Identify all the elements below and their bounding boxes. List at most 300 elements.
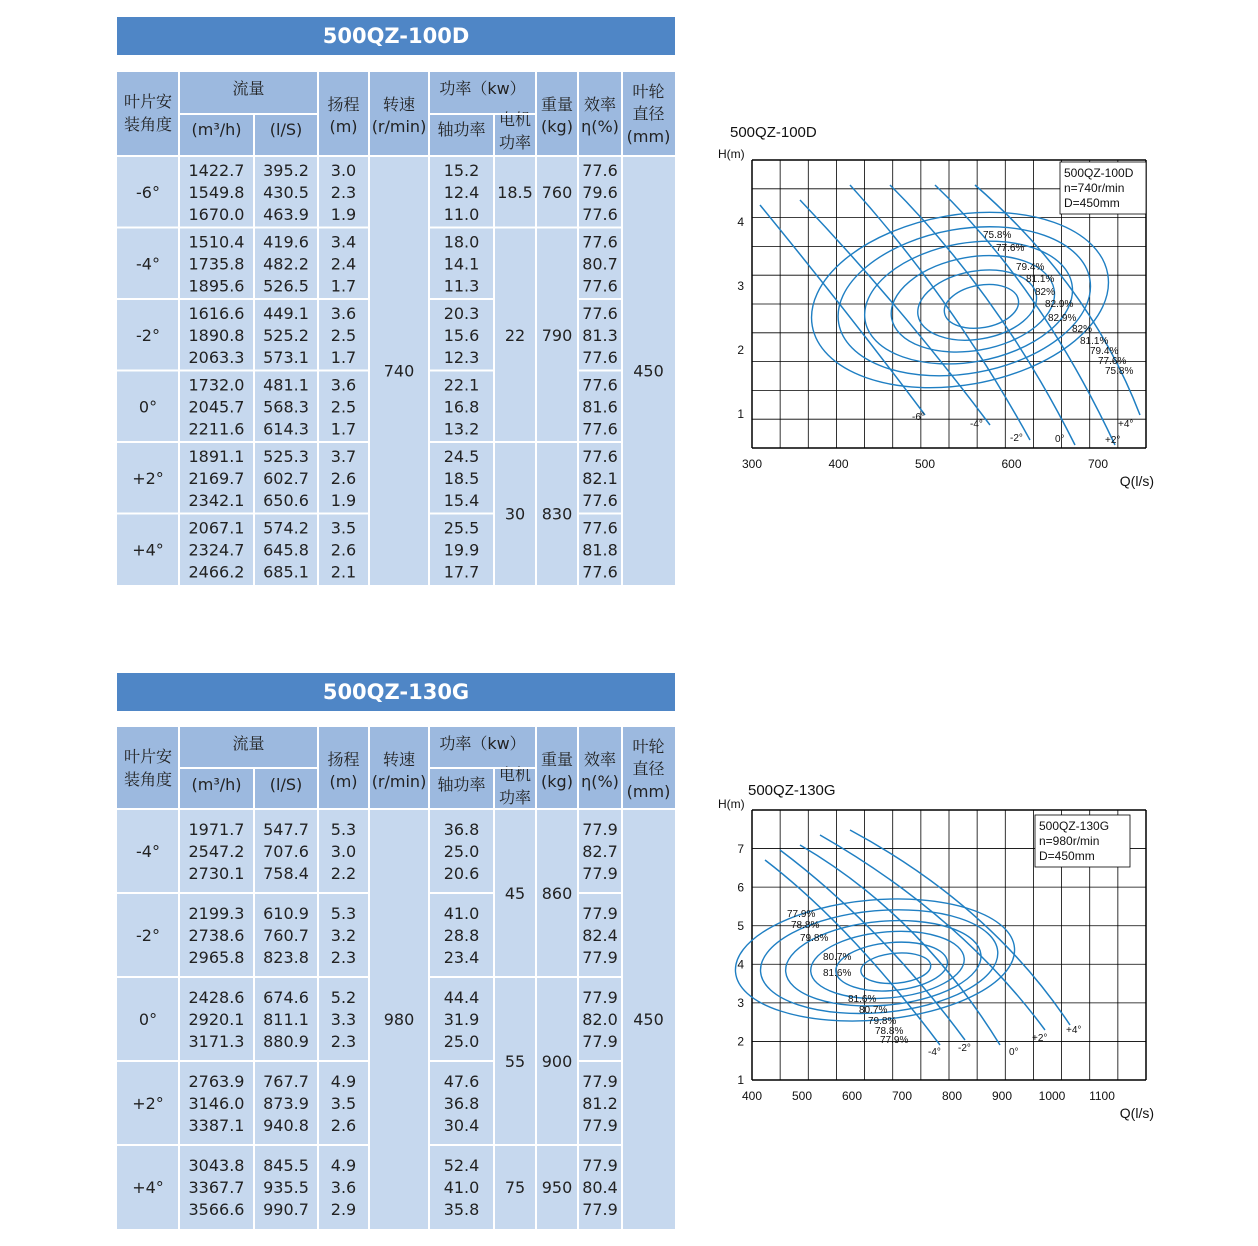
header-speed: 转速 — [382, 95, 416, 114]
y-tick-label: 3 — [737, 996, 744, 1010]
efficiency-label: 79.4% — [1090, 346, 1119, 357]
cell-weight: 950 — [541, 1178, 573, 1197]
cell-efficiency: 82.4 — [582, 926, 618, 945]
efficiency-label: 80.7% — [859, 1005, 888, 1016]
cell-flow-ls: 526.5 — [263, 276, 309, 296]
cell-flow-m3h: 2920.1 — [188, 1010, 245, 1029]
cell-efficiency: 79.6 — [582, 182, 618, 202]
cell-efficiency: 77.6 — [582, 419, 618, 439]
row-angle: -2° — [136, 325, 160, 345]
cell-flow-m3h: 3367.7 — [188, 1178, 245, 1197]
cell-flow-ls: 873.9 — [263, 1094, 309, 1113]
y-tick-label: 3 — [737, 279, 744, 293]
cell-flow-m3h: 3566.6 — [188, 1200, 245, 1219]
cell-shaft-power: 23.4 — [443, 948, 480, 967]
cell-shaft-power: 20.6 — [443, 864, 480, 883]
cell-flow-m3h: 3171.3 — [188, 1032, 245, 1051]
row-angle: +4° — [132, 1178, 164, 1197]
row-angle: -4° — [136, 842, 160, 861]
cell-flow-m3h: 2738.6 — [188, 926, 245, 945]
cell-flow-m3h: 2211.6 — [188, 419, 245, 439]
header-shaft-power: 轴功率 — [437, 120, 486, 139]
row-angle: +2° — [132, 468, 164, 488]
header-efficiency: η(%) — [581, 117, 619, 136]
cell-efficiency: 77.9 — [582, 1200, 618, 1219]
cell-head: 3.5 — [330, 518, 357, 538]
header-weight: 重量 — [540, 95, 574, 114]
header-efficiency: 效率 — [583, 95, 617, 114]
cell-head: 3.0 — [330, 842, 357, 861]
cell-flow-m3h: 1510.4 — [188, 232, 245, 252]
header-motor-power: 电机 — [498, 765, 532, 784]
x-axis-label: Q(l/s) — [1119, 473, 1154, 489]
y-tick-label: 7 — [737, 842, 744, 856]
header-efficiency: η(%) — [581, 772, 619, 791]
cell-flow-m3h: 2045.7 — [188, 397, 245, 417]
header-speed: (r/min) — [371, 117, 427, 136]
header-head: (m) — [329, 772, 358, 791]
cell-shaft-power: 36.8 — [443, 1094, 480, 1113]
cell-shaft-power: 44.4 — [443, 988, 480, 1007]
legend-line: 500QZ-130G — [1039, 819, 1110, 833]
cell-efficiency: 81.6 — [582, 397, 618, 417]
legend-line: n=740r/min — [1064, 181, 1125, 195]
cell-efficiency: 80.7 — [582, 254, 618, 274]
y-tick-label: 5 — [737, 919, 744, 933]
efficiency-label: 79.8% — [800, 933, 829, 944]
spec-table-100d — [117, 72, 675, 585]
angle-label: 0° — [1055, 434, 1065, 445]
header-power: 功率（kw） — [439, 734, 526, 753]
cell-flow-ls: 449.1 — [263, 303, 309, 323]
efficiency-label: 82.9% — [1048, 313, 1077, 324]
cell-efficiency: 77.6 — [582, 204, 618, 224]
cell-head: 5.2 — [330, 988, 357, 1007]
cell-efficiency: 77.6 — [582, 232, 618, 252]
cell-head: 3.7 — [330, 446, 357, 466]
cell-motor-power: 45 — [504, 884, 526, 903]
efficiency-label: 81.1% — [1026, 274, 1055, 285]
efficiency-label: 82.9% — [1045, 299, 1074, 310]
cell-flow-m3h: 2466.2 — [188, 562, 245, 582]
cell-shaft-power: 22.1 — [443, 375, 480, 395]
x-axis-label: Q(l/s) — [1119, 1105, 1154, 1121]
x-tick-label: 700 — [891, 1089, 913, 1103]
cell-flow-ls: 650.6 — [263, 490, 309, 510]
spec-table-130g — [117, 727, 675, 1229]
cell-shaft-power: 25.0 — [443, 842, 480, 861]
cell-flow-ls: 574.2 — [263, 518, 309, 538]
cell-weight: 760 — [541, 182, 573, 202]
cell-flow-m3h: 3043.8 — [188, 1156, 245, 1175]
x-tick-label: 400 — [828, 457, 849, 471]
cell-weight: 900 — [541, 1052, 573, 1071]
header-angle: 装角度 — [123, 115, 173, 134]
cell-flow-ls: 463.9 — [263, 204, 309, 224]
cell-flow-ls: 935.5 — [263, 1178, 309, 1197]
cell-shaft-power: 12.3 — [443, 347, 480, 367]
x-tick-label: 800 — [941, 1089, 963, 1103]
cell-flow-ls: 990.7 — [263, 1200, 309, 1219]
legend-line: D=450mm — [1064, 196, 1120, 210]
cell-efficiency: 81.2 — [582, 1094, 618, 1113]
y-tick-label: 6 — [737, 880, 744, 895]
cell-flow-m3h: 2730.1 — [188, 864, 245, 883]
cell-head: 3.0 — [330, 160, 357, 180]
cell-efficiency: 77.6 — [582, 375, 618, 395]
efficiency-label: 82% — [1072, 324, 1093, 335]
header-impeller: 直径 — [632, 759, 665, 778]
angle-label: +4° — [1066, 1025, 1082, 1036]
header-angle: 叶片安 — [123, 92, 173, 111]
header-speed: 转速 — [382, 750, 416, 769]
cell-flow-ls: 758.4 — [263, 864, 309, 883]
cell-flow-m3h: 1616.6 — [188, 303, 245, 323]
cell-motor-power: 75 — [504, 1178, 526, 1197]
cell-flow-m3h: 2067.1 — [188, 518, 245, 538]
cell-flow-ls: 602.7 — [263, 468, 309, 488]
cell-head: 3.2 — [330, 926, 357, 945]
cell-efficiency: 82.7 — [582, 842, 618, 861]
cell-efficiency: 77.6 — [582, 490, 618, 510]
cell-efficiency: 77.6 — [582, 562, 618, 582]
angle-label: -2° — [958, 1043, 971, 1054]
spec-table-grid — [117, 72, 675, 585]
cell-head: 2.3 — [330, 1032, 357, 1051]
angle-label: -2° — [1010, 433, 1023, 444]
cell-head: 2.6 — [330, 468, 357, 488]
cell-shaft-power: 13.2 — [443, 419, 480, 439]
cell-efficiency: 77.9 — [582, 948, 618, 967]
cell-weight: 830 — [541, 504, 573, 524]
efficiency-label: 77.9% — [787, 909, 816, 920]
cell-efficiency: 80.4 — [582, 1178, 618, 1197]
header-impeller: (mm) — [626, 782, 671, 801]
header-efficiency: 效率 — [583, 750, 617, 769]
efficiency-label: 81.1% — [1080, 336, 1109, 347]
cell-flow-ls: 760.7 — [263, 926, 309, 945]
efficiency-label: 75.8% — [983, 230, 1012, 241]
header-impeller: 叶轮 — [632, 82, 665, 101]
x-tick-label: 500 — [914, 457, 936, 471]
header-angle: 装角度 — [123, 770, 173, 789]
table-title-130g: 500QZ-130G — [117, 673, 675, 711]
blade-angle-curve — [935, 185, 1115, 445]
cell-motor-power: 22 — [504, 325, 526, 345]
efficiency-label: 82% — [1035, 287, 1056, 298]
cell-shaft-power: 24.5 — [443, 446, 480, 466]
efficiency-label: 77.6% — [1098, 356, 1127, 367]
angle-label: +2° — [1032, 1033, 1048, 1044]
cell-flow-ls: 614.3 — [263, 419, 309, 439]
cell-efficiency: 77.9 — [582, 1156, 618, 1175]
y-tick-label: 1 — [737, 407, 744, 421]
x-tick-label: 700 — [1087, 457, 1109, 471]
cell-head: 2.9 — [330, 1200, 357, 1219]
row-angle: -2° — [136, 926, 160, 945]
cell-head: 5.3 — [330, 904, 357, 923]
x-tick-label: 1000 — [1038, 1089, 1066, 1103]
header-flow-ls: (l/S) — [269, 120, 303, 139]
cell-shaft-power: 30.4 — [443, 1116, 480, 1135]
cell-shaft-power: 18.0 — [443, 232, 480, 252]
cell-weight: 860 — [541, 884, 573, 903]
cell-flow-m3h: 2324.7 — [188, 540, 245, 560]
cell-flow-m3h: 2063.3 — [188, 347, 245, 367]
cell-head: 2.5 — [330, 325, 357, 345]
cell-head: 3.4 — [330, 232, 357, 252]
efficiency-curve — [834, 938, 950, 996]
header-impeller: (mm) — [626, 127, 671, 146]
cell-flow-m3h: 1890.8 — [188, 325, 245, 345]
cell-flow-m3h: 2965.8 — [188, 948, 245, 967]
cell-head: 2.4 — [330, 254, 357, 274]
header-weight: (kg) — [541, 117, 573, 136]
efficiency-label: 81.6% — [823, 968, 852, 979]
x-tick-label: 600 — [1001, 457, 1022, 471]
cell-head: 2.2 — [330, 864, 357, 883]
cell-efficiency: 77.6 — [582, 276, 618, 296]
cell-head: 5.3 — [330, 820, 357, 839]
cell-flow-ls: 811.1 — [263, 1010, 309, 1029]
efficiency-label: 78.8% — [875, 1026, 904, 1037]
cell-shaft-power: 15.4 — [443, 490, 480, 510]
cell-flow-ls: 568.3 — [263, 397, 309, 417]
header-weight: (kg) — [541, 772, 573, 791]
cell-flow-m3h: 1891.1 — [188, 446, 245, 466]
header-impeller: 叶轮 — [632, 737, 665, 756]
cell-shaft-power: 25.5 — [443, 518, 480, 538]
cell-shaft-power: 15.2 — [443, 160, 480, 180]
cell-shaft-power: 52.4 — [443, 1156, 480, 1175]
cell-motor-power: 55 — [504, 1052, 526, 1071]
cell-motor-power: 30 — [504, 504, 526, 524]
row-angle: +4° — [132, 540, 164, 560]
cell-shaft-power: 41.0 — [443, 904, 480, 923]
cell-efficiency: 77.9 — [582, 904, 618, 923]
angle-label: -6° — [912, 412, 925, 423]
performance-chart-100d — [700, 115, 1180, 499]
cell-shaft-power: 18.5 — [443, 468, 480, 488]
row-angle: -6° — [136, 182, 160, 202]
blade-angle-curve — [850, 185, 1030, 440]
header-speed: (r/min) — [371, 772, 427, 791]
chart-title: 500QZ-100D — [730, 124, 817, 141]
cell-flow-m3h: 3387.1 — [188, 1116, 245, 1135]
cell-shaft-power: 35.8 — [443, 1200, 480, 1219]
cell-flow-ls: 525.2 — [263, 325, 309, 345]
cell-shaft-power: 15.6 — [443, 325, 480, 345]
row-angle: +2° — [132, 1094, 164, 1113]
cell-flow-ls: 685.1 — [263, 562, 309, 582]
cell-flow-ls: 940.8 — [263, 1116, 309, 1135]
cell-shaft-power: 11.0 — [443, 204, 480, 224]
cell-shaft-power: 14.1 — [443, 254, 480, 274]
cell-flow-m3h: 1549.8 — [188, 182, 245, 202]
angle-label: +4° — [1118, 419, 1134, 430]
header-weight: 重量 — [540, 750, 574, 769]
x-tick-label: 1100 — [1089, 1089, 1115, 1103]
cell-flow-m3h: 2428.6 — [188, 988, 245, 1007]
y-tick-label: 4 — [737, 957, 744, 972]
cell-shaft-power: 25.0 — [443, 1032, 480, 1051]
cell-shaft-power: 17.7 — [443, 562, 480, 582]
cell-shaft-power: 41.0 — [443, 1178, 480, 1197]
header-motor-power: 电机 — [498, 110, 532, 129]
cell-flow-m3h: 2547.2 — [188, 842, 245, 861]
angle-label: -4° — [970, 419, 983, 430]
cell-flow-ls: 767.7 — [263, 1072, 309, 1091]
angle-label: 0° — [1009, 1047, 1019, 1058]
y-axis-label: H(m) — [718, 147, 745, 161]
header-head: (m) — [329, 117, 358, 136]
cell-flow-m3h: 1422.7 — [188, 160, 245, 180]
efficiency-label: 79.8% — [868, 1016, 897, 1027]
x-tick-label: 500 — [791, 1089, 813, 1103]
cell-head: 4.9 — [330, 1072, 357, 1091]
header-power: 功率（kw） — [439, 79, 526, 98]
cell-flow-m3h: 2169.7 — [188, 468, 245, 488]
cell-flow-m3h: 2342.1 — [188, 490, 245, 510]
cell-impeller: 450 — [633, 361, 664, 381]
legend-line: D=450mm — [1039, 849, 1095, 863]
cell-head: 1.7 — [330, 276, 357, 296]
cell-flow-ls: 610.9 — [263, 904, 309, 923]
efficiency-label: 81.6% — [848, 994, 877, 1005]
cell-efficiency: 77.6 — [582, 160, 618, 180]
cell-efficiency: 81.8 — [582, 540, 618, 560]
cell-flow-m3h: 1971.7 — [188, 820, 245, 839]
cell-head: 2.3 — [330, 182, 357, 202]
performance-chart-130g — [700, 775, 1180, 1129]
header-flow: 流量 — [232, 734, 265, 753]
cell-shaft-power: 28.8 — [443, 926, 480, 945]
cell-shaft-power: 47.6 — [443, 1072, 480, 1091]
cell-efficiency: 77.6 — [582, 303, 618, 323]
header-head: 扬程 — [327, 750, 360, 769]
cell-efficiency: 77.9 — [582, 1032, 618, 1051]
cell-speed: 980 — [383, 1010, 415, 1029]
header-head: 扬程 — [327, 95, 360, 114]
cell-efficiency: 77.9 — [582, 1116, 618, 1135]
cell-flow-m3h: 2763.9 — [188, 1072, 245, 1091]
cell-flow-ls: 707.6 — [263, 842, 309, 861]
cell-head: 2.3 — [330, 948, 357, 967]
row-angle: -4° — [136, 254, 160, 274]
angle-label: -4° — [928, 1047, 941, 1058]
cell-efficiency: 77.9 — [582, 988, 618, 1007]
header-angle: 叶片安 — [123, 747, 173, 766]
cell-efficiency: 77.9 — [582, 864, 618, 883]
cell-weight: 790 — [541, 325, 573, 345]
cell-flow-ls: 547.7 — [263, 820, 309, 839]
cell-flow-m3h: 1895.6 — [188, 276, 245, 296]
cell-efficiency: 81.3 — [582, 325, 618, 345]
cell-impeller: 450 — [633, 1010, 664, 1029]
cell-shaft-power: 19.9 — [443, 540, 480, 560]
header-impeller: 直径 — [632, 104, 665, 123]
cell-flow-m3h: 3146.0 — [188, 1094, 245, 1113]
cell-motor-power: 18.5 — [497, 182, 533, 202]
cell-efficiency: 77.6 — [582, 446, 618, 466]
y-tick-label: 4 — [737, 215, 744, 229]
cell-head: 3.6 — [330, 1178, 357, 1197]
x-tick-label: 900 — [991, 1089, 1013, 1103]
row-angle: 0° — [138, 1010, 158, 1029]
cell-head: 1.7 — [330, 419, 357, 439]
y-tick-label: 2 — [737, 343, 744, 357]
row-angle: 0° — [138, 397, 158, 417]
header-motor-power: 功率 — [498, 133, 532, 152]
header-flow-m3h: (m³/h) — [191, 775, 242, 794]
header-flow-ls: (l/S) — [269, 775, 303, 794]
cell-shaft-power: 16.8 — [443, 397, 480, 417]
cell-head: 1.9 — [330, 490, 357, 510]
cell-head: 2.5 — [330, 397, 357, 417]
cell-head: 2.6 — [330, 1116, 357, 1135]
cell-flow-ls: 419.6 — [263, 232, 309, 252]
cell-head: 3.6 — [330, 375, 357, 395]
efficiency-curve — [798, 190, 1123, 410]
cell-flow-m3h: 1735.8 — [188, 254, 245, 274]
spec-table-grid — [117, 727, 675, 1229]
cell-head: 3.5 — [330, 1094, 357, 1113]
cell-flow-ls: 525.3 — [263, 446, 309, 466]
cell-flow-ls: 880.9 — [263, 1032, 309, 1051]
cell-efficiency: 77.9 — [582, 820, 618, 839]
cell-head: 1.7 — [330, 347, 357, 367]
efficiency-label: 75.8% — [1105, 366, 1134, 377]
cell-flow-ls: 395.2 — [263, 160, 309, 180]
cell-efficiency: 77.6 — [582, 347, 618, 367]
cell-flow-ls: 845.5 — [263, 1156, 309, 1175]
cell-flow-ls: 482.2 — [263, 254, 309, 274]
header-motor-power: 功率 — [498, 788, 532, 807]
header-shaft-power: 轴功率 — [437, 775, 486, 794]
cell-head: 1.9 — [330, 204, 357, 224]
efficiency-label: 77.6% — [996, 243, 1025, 254]
cell-shaft-power: 12.4 — [443, 182, 480, 202]
cell-shaft-power: 20.3 — [443, 303, 480, 323]
legend-line: 500QZ-100D — [1064, 166, 1134, 180]
y-axis-label: H(m) — [718, 797, 745, 811]
cell-shaft-power: 31.9 — [443, 1010, 480, 1029]
legend-line: n=980r/min — [1039, 834, 1100, 848]
efficiency-curve — [941, 279, 1022, 334]
chart-svg-130g — [700, 775, 1180, 1125]
table-title-100d: 500QZ-100D — [117, 17, 675, 55]
cell-flow-m3h: 2199.3 — [188, 904, 245, 923]
cell-flow-ls: 481.1 — [263, 375, 309, 395]
x-tick-label: 400 — [741, 1089, 763, 1103]
cell-head: 2.6 — [330, 540, 357, 560]
blade-angle-curve — [760, 205, 925, 415]
cell-head: 2.1 — [330, 562, 357, 582]
cell-shaft-power: 36.8 — [443, 820, 480, 839]
angle-label: +2° — [1105, 435, 1121, 446]
chart-title: 500QZ-130G — [748, 782, 836, 799]
efficiency-label: 78.8% — [791, 920, 820, 931]
cell-flow-ls: 430.5 — [263, 182, 309, 202]
cell-efficiency: 77.6 — [582, 518, 618, 538]
efficiency-label: 79.4% — [1016, 262, 1045, 273]
y-tick-label: 2 — [737, 1034, 744, 1049]
cell-flow-ls: 645.8 — [263, 540, 309, 560]
cell-flow-ls: 674.6 — [263, 988, 309, 1007]
cell-speed: 740 — [383, 361, 415, 381]
cell-head: 3.6 — [330, 303, 357, 323]
chart-svg-100d — [700, 115, 1180, 495]
